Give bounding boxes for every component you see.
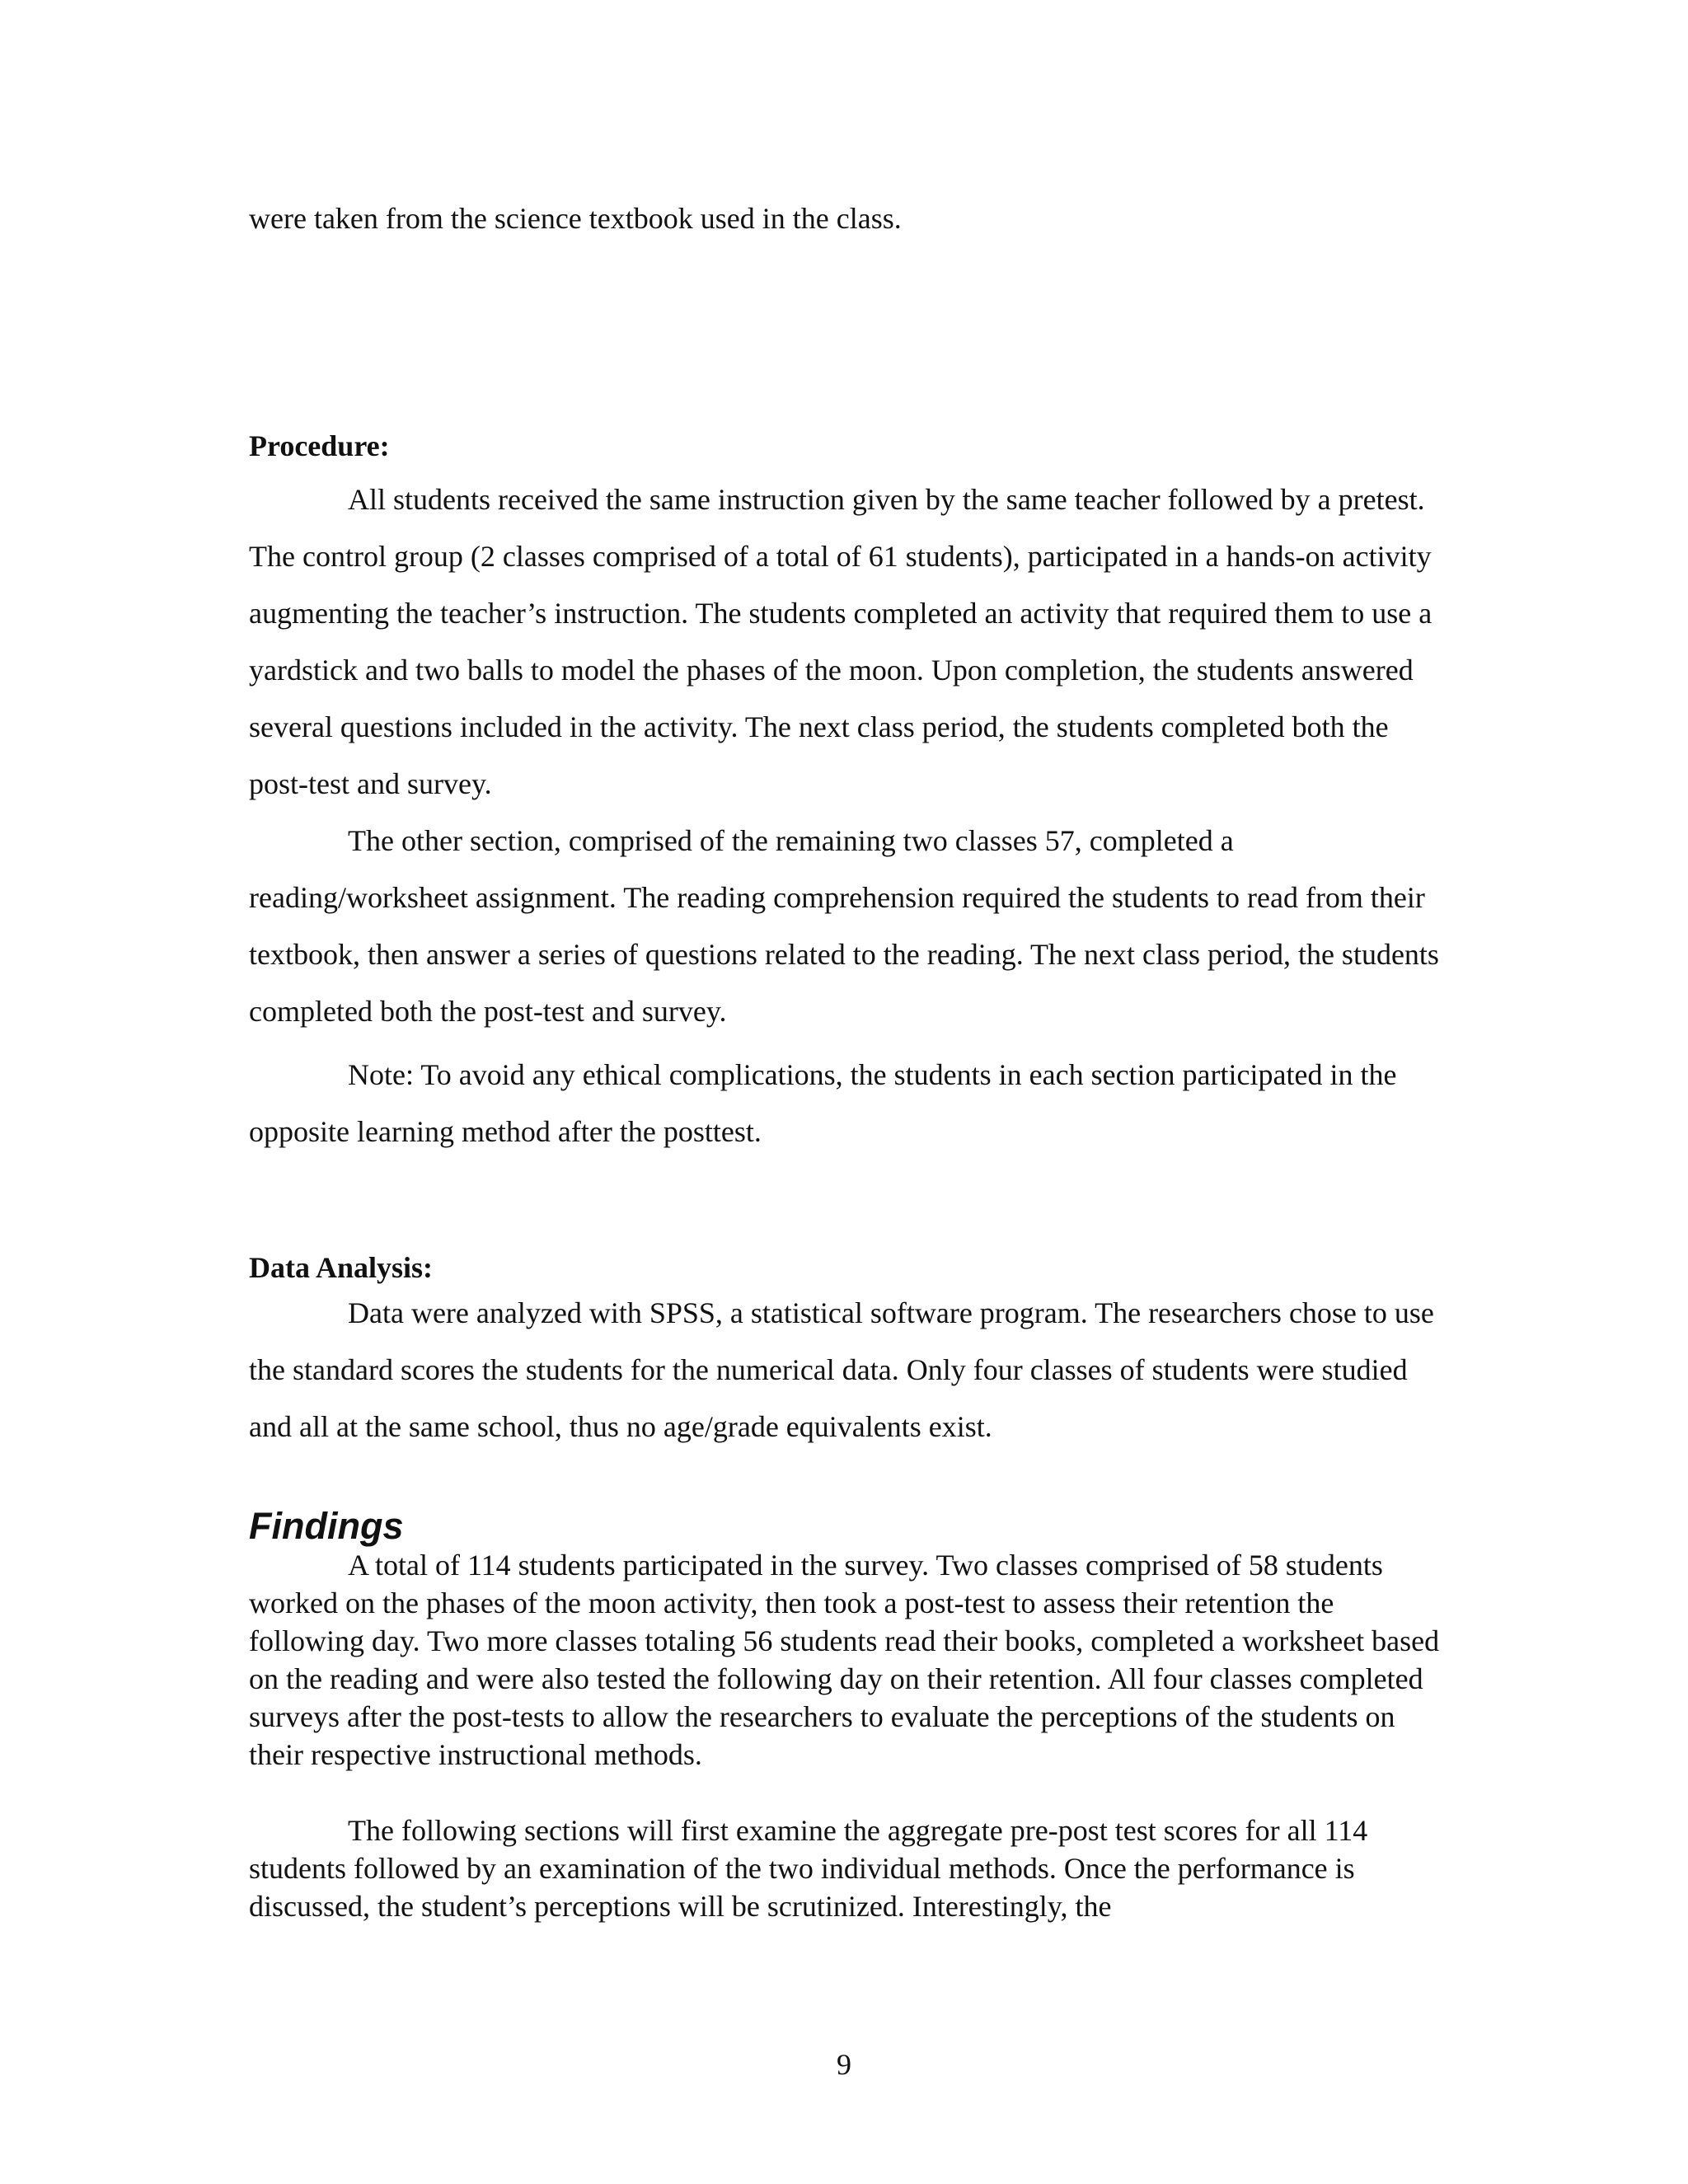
findings-paragraph-1: A total of 114 students participated in the survey. Two classes comprised of 58 students worked on the phases of the moon activity, then took a post-test to assess their retention the following day. Two more classes totaling 56 students read their books, completed a worksheet based on the reading and were also tested the following day on their retention. All four classes completed surveys after the post-tests to allow the researchers to evaluate the perceptions of the students on their respective instructional methods. bbox=[249, 1549, 1440, 1771]
findings-heading: Findings bbox=[249, 1505, 404, 1547]
procedure-section bbox=[249, 427, 1444, 1160]
procedure-heading: Procedure: bbox=[249, 429, 390, 462]
procedure-note: Note: To avoid any ethical complications, the students in each section participated in the opposite learning method after the posttest. bbox=[249, 1058, 1397, 1148]
continuation-text: were taken from the science textbook used in the class. bbox=[249, 202, 902, 235]
procedure-paragraph-1: All students received the same instruction given by the same teacher followed by a pretest. The control group (2 classes comprised of a total of 61 students), participated in a hands-on activity augmenting the teacher’s instruction. The students completed an activity that required them to use a yardstick and two balls to model the phases of the moon. Upon completion, the students answered several questions included in the activity. The next class period, the students completed both the post-test and survey. bbox=[249, 483, 1432, 800]
data-analysis-heading: Data Analysis: bbox=[249, 1251, 434, 1284]
findings-paragraph-2: The following sections will first examine the aggregate pre-post test scores for all 114 students followed by an examination of the two individual methods. Once the performance is discussed, the student’s perceptions will be scrutinized. Interestingly, the bbox=[249, 1814, 1368, 1923]
findings-section bbox=[249, 1503, 1444, 1925]
data-analysis-section bbox=[249, 1249, 1444, 1455]
procedure-paragraph-2: The other section, comprised of the remaining two classes 57, completed a reading/worksheet assignment. The reading comprehension required the students to read from their textbook, then answer a series of questions related to the reading. The next class period, the students completed both the post-test and survey. bbox=[249, 824, 1439, 1028]
page-number: 9 bbox=[837, 2048, 851, 2081]
data-analysis-paragraph: Data were analyzed with SPSS, a statistical software program. The researchers chose to use the standard scores the students for the numerical data. Only four classes of students were studied and all at the same school, thus no age/grade equivalents exist. bbox=[249, 1296, 1434, 1443]
